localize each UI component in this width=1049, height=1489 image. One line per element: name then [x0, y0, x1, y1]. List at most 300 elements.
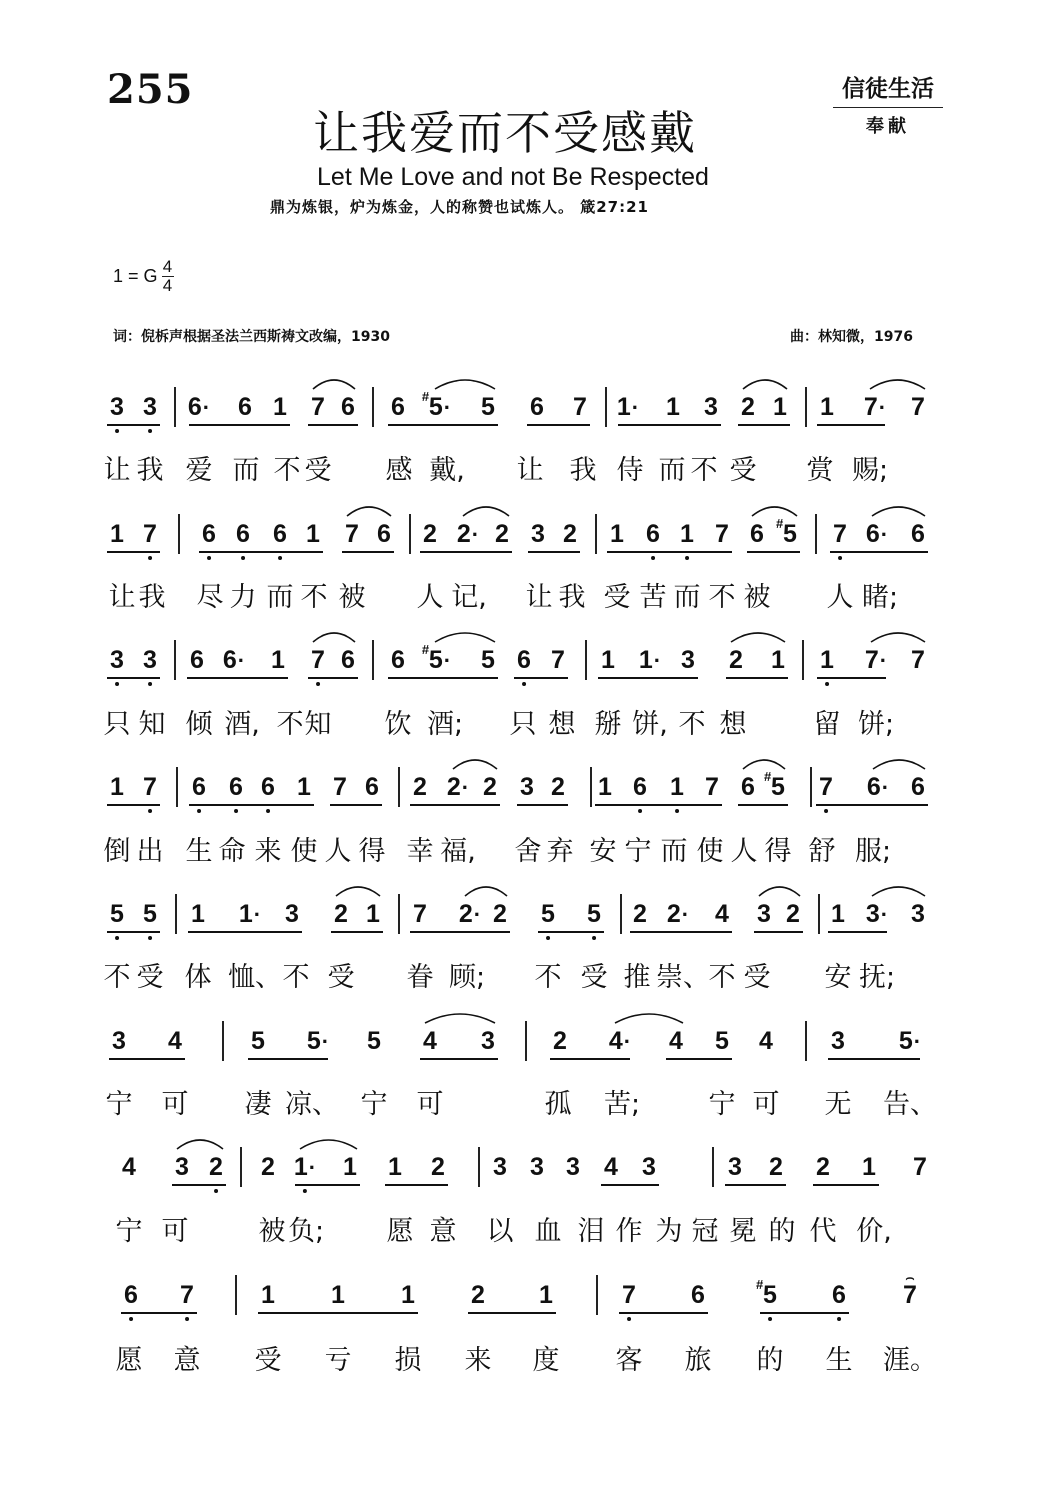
lyric-syllable: 可: [416, 1089, 444, 1120]
lyric-syllable: 崇、: [656, 962, 710, 993]
beam-line: [107, 677, 160, 679]
music-note: 6: [530, 393, 544, 421]
lyric-syllable: 被: [338, 582, 366, 613]
music-note: 6: [750, 520, 764, 548]
lyric-syllable: 饼,: [632, 709, 668, 740]
music-note: 6: [391, 646, 405, 674]
lyric-syllable: 尽: [196, 582, 224, 613]
music-note: 3: [285, 900, 299, 928]
music-note: 7: [911, 646, 925, 674]
lyric-syllable: 愿: [115, 1345, 143, 1376]
octave-dot: [148, 429, 152, 433]
beam-line: [189, 424, 290, 426]
beam-line: [248, 1058, 328, 1060]
music-note: 2: [423, 520, 437, 548]
subcategory-label: 奉献: [866, 116, 910, 137]
beam-line: [342, 551, 394, 553]
time-bottom: 4: [162, 276, 173, 295]
slur-arc: [434, 375, 496, 391]
music-note: 1: [343, 1153, 357, 1181]
music-note: 6: [192, 772, 206, 802]
music-note: 7: [705, 773, 719, 801]
lyric-syllable: 赏: [806, 455, 834, 486]
music-note: 1: [271, 646, 285, 674]
slur-arc: [614, 1009, 684, 1025]
lyric-syllable: 生: [825, 1345, 853, 1376]
lyric-syllable: 想: [548, 709, 576, 740]
lyric-syllable: 睹;: [861, 582, 899, 613]
slur-arc: [346, 502, 392, 518]
octave-dot: [303, 1189, 307, 1193]
lyric-syllable: 受: [327, 962, 355, 993]
slur-arc: [742, 755, 786, 771]
music-note: 1: [366, 900, 380, 928]
key-label: 1 = G: [113, 266, 158, 286]
music-note: 1: [110, 520, 124, 548]
beam-line: [601, 1184, 659, 1186]
octave-dot: [266, 809, 270, 813]
music-note: 7: [622, 1280, 636, 1310]
notation-row: [104, 1269, 944, 1317]
fermata-icon: ⌢: [905, 1269, 915, 1285]
music-note: 4: [122, 1153, 136, 1181]
beam-line: [550, 1058, 630, 1060]
lyric-syllable: 只: [509, 709, 537, 740]
music-note: 2: [633, 900, 647, 928]
beam-line: [121, 1312, 197, 1314]
beam-line: [388, 677, 498, 679]
bar-line: [590, 767, 592, 807]
bar-line: [372, 387, 374, 427]
music-note: 4: [715, 900, 729, 928]
music-note: 7: [833, 519, 847, 549]
beam-line: [295, 1184, 360, 1186]
time-top: 4: [162, 257, 173, 276]
beam-line: [331, 931, 383, 933]
lyric-syllable: 恤、: [228, 962, 282, 993]
music-note: 2: [769, 1153, 783, 1181]
beam-line: [619, 1312, 708, 1314]
music-note: 2·: [456, 520, 480, 548]
slur-arc: [751, 502, 798, 518]
music-note: 2: [413, 773, 427, 801]
lyric-syllable: 知: [304, 709, 332, 740]
octave-dot: [768, 1317, 772, 1321]
music-note: 5: [251, 1027, 265, 1055]
music-note: 5: [110, 899, 124, 929]
hymn-number: 255: [107, 66, 194, 113]
lyric-syllable: 宁: [115, 1216, 143, 1247]
bar-line: [595, 514, 597, 554]
bar-line: [596, 1275, 598, 1315]
music-note: 5: [481, 393, 495, 421]
lyric-syllable: 宁: [105, 1089, 133, 1120]
music-note: 5 #: [763, 1280, 777, 1310]
music-note: 6: [341, 393, 355, 421]
music-note: 2: [786, 900, 800, 928]
music-note: 1: [771, 646, 785, 674]
lyric-syllable: 让: [525, 582, 553, 613]
music-note: 6: [229, 772, 243, 802]
music-note: 2: [551, 773, 565, 801]
bar-line: [235, 1275, 237, 1315]
music-note: 2: [334, 900, 348, 928]
lyric-syllable: 涯。: [883, 1345, 937, 1376]
lyric-row: [100, 955, 950, 995]
music-note: 3: [642, 1153, 656, 1181]
lyric-syllable: 推: [623, 962, 651, 993]
title-english: Let Me Love and not Be Respected: [317, 163, 709, 191]
lyric-syllable: 人: [416, 582, 444, 613]
slur-arc: [462, 502, 510, 518]
lyric-syllable: 宁: [360, 1089, 388, 1120]
lyric-row: [100, 829, 950, 869]
beam-line: [330, 804, 382, 806]
lyric-syllable: 来: [464, 1345, 492, 1376]
beam-line: [258, 1312, 418, 1314]
beam-line: [630, 931, 732, 933]
music-note: 3: [110, 392, 124, 422]
music-note: 5: [541, 899, 555, 929]
bar-line: [818, 894, 820, 934]
music-note: 1: [670, 772, 684, 802]
slur-arc: [176, 1135, 224, 1151]
lyric-row: [100, 1082, 950, 1122]
music-note: 1·: [238, 900, 262, 928]
music-note: 6: [190, 646, 204, 674]
lyric-syllable: 泪: [577, 1216, 605, 1247]
beam-line: [666, 1058, 732, 1060]
lyric-syllable: 意: [173, 1345, 201, 1376]
octave-dot: [115, 429, 119, 433]
lyric-syllable: 客: [615, 1345, 643, 1376]
bar-line: [620, 894, 622, 934]
lyric-syllable: 宁: [624, 836, 652, 867]
music-note: 3: [530, 1153, 544, 1181]
bar-line: [222, 1021, 224, 1061]
music-note: 7: [573, 393, 587, 421]
lyric-syllable: 命: [218, 836, 246, 867]
lyric-syllable: 来: [254, 836, 282, 867]
lyric-syllable: 被: [258, 1216, 286, 1247]
bar-line: [478, 1147, 480, 1187]
notation-row: [104, 765, 944, 809]
lyric-syllable: 弃: [546, 836, 574, 867]
slur-arc: [758, 882, 801, 898]
music-note: 3: [493, 1153, 507, 1181]
bar-line: [178, 514, 180, 554]
beam-line: [420, 551, 512, 553]
music-note: 4: [604, 1153, 618, 1181]
lyric-syllable: 安: [824, 962, 852, 993]
lyric-row: [100, 575, 950, 615]
lyric-syllable: 顾;: [448, 962, 486, 993]
lyric-syllable: 使: [290, 836, 318, 867]
music-note: 6·: [866, 773, 890, 801]
music-note: 3: [112, 1027, 126, 1055]
lyric-syllable: 受: [743, 962, 771, 993]
lyric-syllable: 作: [615, 1216, 643, 1247]
beam-line: [308, 424, 358, 426]
octave-dot: [207, 556, 211, 560]
lyric-syllable: 告、: [883, 1089, 937, 1120]
lyric-syllable: 孤: [544, 1089, 572, 1120]
music-note: 4: [168, 1027, 182, 1055]
lyric-row: [100, 448, 950, 488]
music-note: 3: [704, 393, 718, 421]
lyric-syllable: 幸: [406, 836, 434, 867]
octave-dot: [148, 682, 152, 686]
beam-line: [517, 804, 568, 806]
beam-line: [388, 424, 498, 426]
lyric-syllable: 人: [324, 836, 352, 867]
music-note: 1·: [616, 393, 640, 421]
music-note: 6·: [222, 646, 246, 674]
music-note: 1: [862, 1153, 876, 1181]
lyric-syllable: 侍: [616, 455, 644, 486]
music-note: 2·: [666, 900, 690, 928]
music-note: 1: [773, 393, 787, 421]
beam-line: [187, 677, 288, 679]
music-note: 3: [143, 392, 157, 422]
lyric-syllable: 代: [809, 1216, 837, 1247]
music-note: 6: [646, 519, 660, 549]
lyric-syllable: 苦;: [603, 1089, 641, 1120]
octave-dot: [546, 936, 550, 940]
title-chinese: 让我爱而不受感戴: [313, 106, 697, 160]
bar-line: [409, 514, 411, 554]
slur-arc: [730, 628, 786, 644]
bar-line: [810, 767, 812, 807]
lyric-syllable: 生: [185, 836, 213, 867]
lyric-syllable: 而: [266, 582, 294, 613]
octave-dot: [197, 809, 201, 813]
lyric-syllable: 酒;: [426, 709, 464, 740]
lyric-syllable: 以: [486, 1216, 514, 1247]
bar-line: [585, 640, 587, 680]
music-note: 4: [669, 1027, 683, 1055]
beam-line: [199, 551, 323, 553]
beam-line: [738, 424, 790, 426]
lyric-syllable: 无: [824, 1089, 852, 1120]
bar-line: [240, 1147, 242, 1187]
beam-line: [107, 804, 160, 806]
lyric-syllable: 让: [516, 455, 544, 486]
music-note: 1: [273, 393, 287, 421]
octave-dot: [837, 1317, 841, 1321]
lyric-syllable: 感: [385, 455, 413, 486]
beam-line: [410, 804, 500, 806]
music-note: 5·: [898, 1027, 922, 1055]
music-note: 7: [819, 772, 833, 802]
lyric-syllable: 不: [708, 582, 736, 613]
music-note: 5: [481, 646, 495, 674]
lyric-syllable: 得: [764, 836, 792, 867]
music-note: 5: [143, 899, 157, 929]
beam-line: [514, 677, 568, 679]
lyric-syllable: 可: [161, 1089, 189, 1120]
music-note: 1: [831, 900, 845, 928]
beam-line: [726, 677, 788, 679]
notation-row: [104, 385, 944, 429]
music-note: 5· #: [429, 392, 451, 423]
lyric-syllable: 倒: [103, 836, 131, 867]
beam-line: [828, 1058, 920, 1060]
beam-line: [738, 804, 788, 806]
music-note: 3: [831, 1027, 845, 1055]
beam-line: [817, 677, 886, 679]
music-note: 2·: [446, 773, 470, 801]
music-note: 1: [539, 1281, 553, 1309]
music-note: 6: [911, 773, 925, 801]
music-note: 4: [423, 1027, 437, 1055]
beam-line: [385, 1184, 448, 1186]
lyric-syllable: 冕: [729, 1216, 757, 1247]
music-note: 3: [728, 1153, 742, 1181]
octave-dot: [148, 936, 152, 940]
lyric-syllable: 宁: [708, 1089, 736, 1120]
music-note: 1: [261, 1281, 275, 1309]
lyric-syllable: 受: [603, 582, 631, 613]
music-note: 1: [401, 1281, 415, 1309]
music-note: 1: [297, 773, 311, 801]
lyric-syllable: 安: [589, 836, 617, 867]
music-note: 7·: [863, 393, 887, 421]
lyric-syllable: 亏: [324, 1345, 352, 1376]
music-note: 2: [563, 520, 577, 548]
lyric-row: [100, 1338, 950, 1378]
music-note: 2: [261, 1153, 275, 1181]
bar-line: [712, 1147, 714, 1187]
music-note: 6: [124, 1280, 138, 1310]
lyric-syllable: 我: [138, 582, 166, 613]
lyric-syllable: 而: [658, 455, 686, 486]
music-note: 6: [517, 645, 531, 675]
lyric-syllable: 被: [743, 582, 771, 613]
lyric-syllable: 掰: [594, 709, 622, 740]
slur-arc: [299, 1135, 358, 1151]
lyric-syllable: 让: [103, 455, 131, 486]
octave-dot: [241, 556, 245, 560]
lyric-syllable: 记,: [451, 582, 487, 613]
music-note: 7: [143, 772, 157, 802]
octave-dot: [824, 809, 828, 813]
octave-dot: [185, 1317, 189, 1321]
slur-arc: [872, 755, 926, 771]
music-note: 7 ⌢: [903, 1280, 917, 1310]
music-note: 2: [493, 900, 507, 928]
scripture-verse: 鼎为炼银，炉为炼金，人的称赞也试炼人。 箴27:21: [270, 198, 649, 216]
octave-dot: [316, 682, 320, 686]
sharp-sign: #: [421, 389, 430, 404]
lyric-syllable: 我: [569, 455, 597, 486]
beam-line: [830, 551, 928, 553]
lyric-syllable: 体: [184, 962, 212, 993]
bar-line: [398, 767, 400, 807]
lyric-syllable: 出: [136, 836, 164, 867]
octave-dot: [651, 556, 655, 560]
beam-line: [410, 931, 510, 933]
beam-line: [107, 931, 160, 933]
lyric-syllable: 酒,: [224, 709, 260, 740]
bar-line: [176, 767, 178, 807]
octave-dot: [522, 682, 526, 686]
music-note: 2: [553, 1027, 567, 1055]
beam-line: [828, 931, 887, 933]
lyric-syllable: 不: [282, 962, 310, 993]
music-note: 7: [311, 393, 325, 421]
beam-line: [618, 424, 721, 426]
lyric-syllable: 赐;: [851, 455, 889, 486]
music-note: 6: [691, 1281, 705, 1309]
octave-dot: [825, 682, 829, 686]
beam-line: [308, 677, 358, 679]
octave-dot: [592, 936, 596, 940]
beam-line: [760, 1312, 849, 1314]
sharp-sign: #: [764, 769, 772, 784]
lyric-syllable: 眷: [406, 962, 434, 993]
composer-credit: 曲：林知微，1976: [790, 329, 913, 345]
octave-dot: [234, 809, 238, 813]
lyric-syllable: 爱: [185, 455, 213, 486]
octave-dot: [129, 1317, 133, 1321]
lyric-syllable: 旅: [684, 1345, 712, 1376]
beam-line: [109, 1058, 185, 1060]
music-note: 3: [757, 900, 771, 928]
bar-line: [805, 1021, 807, 1061]
lyric-syllable: 倾: [185, 709, 213, 740]
beam-line: [107, 424, 160, 426]
lyric-syllable: 的: [756, 1345, 784, 1376]
beam-line: [816, 804, 928, 806]
octave-dot: [115, 936, 119, 940]
lyric-syllable: 意: [429, 1216, 457, 1247]
music-note: 7·: [864, 646, 888, 674]
music-note: 6: [741, 773, 755, 801]
lyric-syllable: 留: [813, 709, 841, 740]
bar-line: [525, 1021, 527, 1061]
music-note: 1: [191, 900, 205, 928]
music-note: 6: [273, 519, 287, 549]
notation-row: [104, 892, 944, 936]
music-note: 1: [601, 646, 615, 674]
lyric-syllable: 愿: [386, 1216, 414, 1247]
music-note: 2: [431, 1153, 445, 1181]
slur-arc: [335, 882, 381, 898]
music-note: 1: [331, 1281, 345, 1309]
bar-line: [802, 640, 804, 680]
music-note: 1·: [638, 646, 662, 674]
lyric-syllable: 福,: [440, 836, 476, 867]
octave-dot: [838, 556, 842, 560]
lyric-syllable: 价,: [856, 1216, 892, 1247]
music-note: 5 #: [771, 772, 785, 802]
lyric-syllable: 舒: [808, 836, 836, 867]
slur-arc: [871, 882, 926, 898]
music-note: 7: [143, 519, 157, 549]
bar-line: [805, 387, 807, 427]
lyric-row: [100, 1209, 950, 1249]
lyric-syllable: 不: [300, 582, 328, 613]
lyric-syllable: 血: [534, 1216, 562, 1247]
music-note: 6: [832, 1280, 846, 1310]
slur-arc: [870, 628, 926, 644]
music-note: 1: [388, 1153, 402, 1181]
bar-line: [605, 387, 607, 427]
beam-line: [725, 1184, 786, 1186]
lyric-syllable: 的: [768, 1216, 796, 1247]
music-note: 7: [911, 393, 925, 421]
